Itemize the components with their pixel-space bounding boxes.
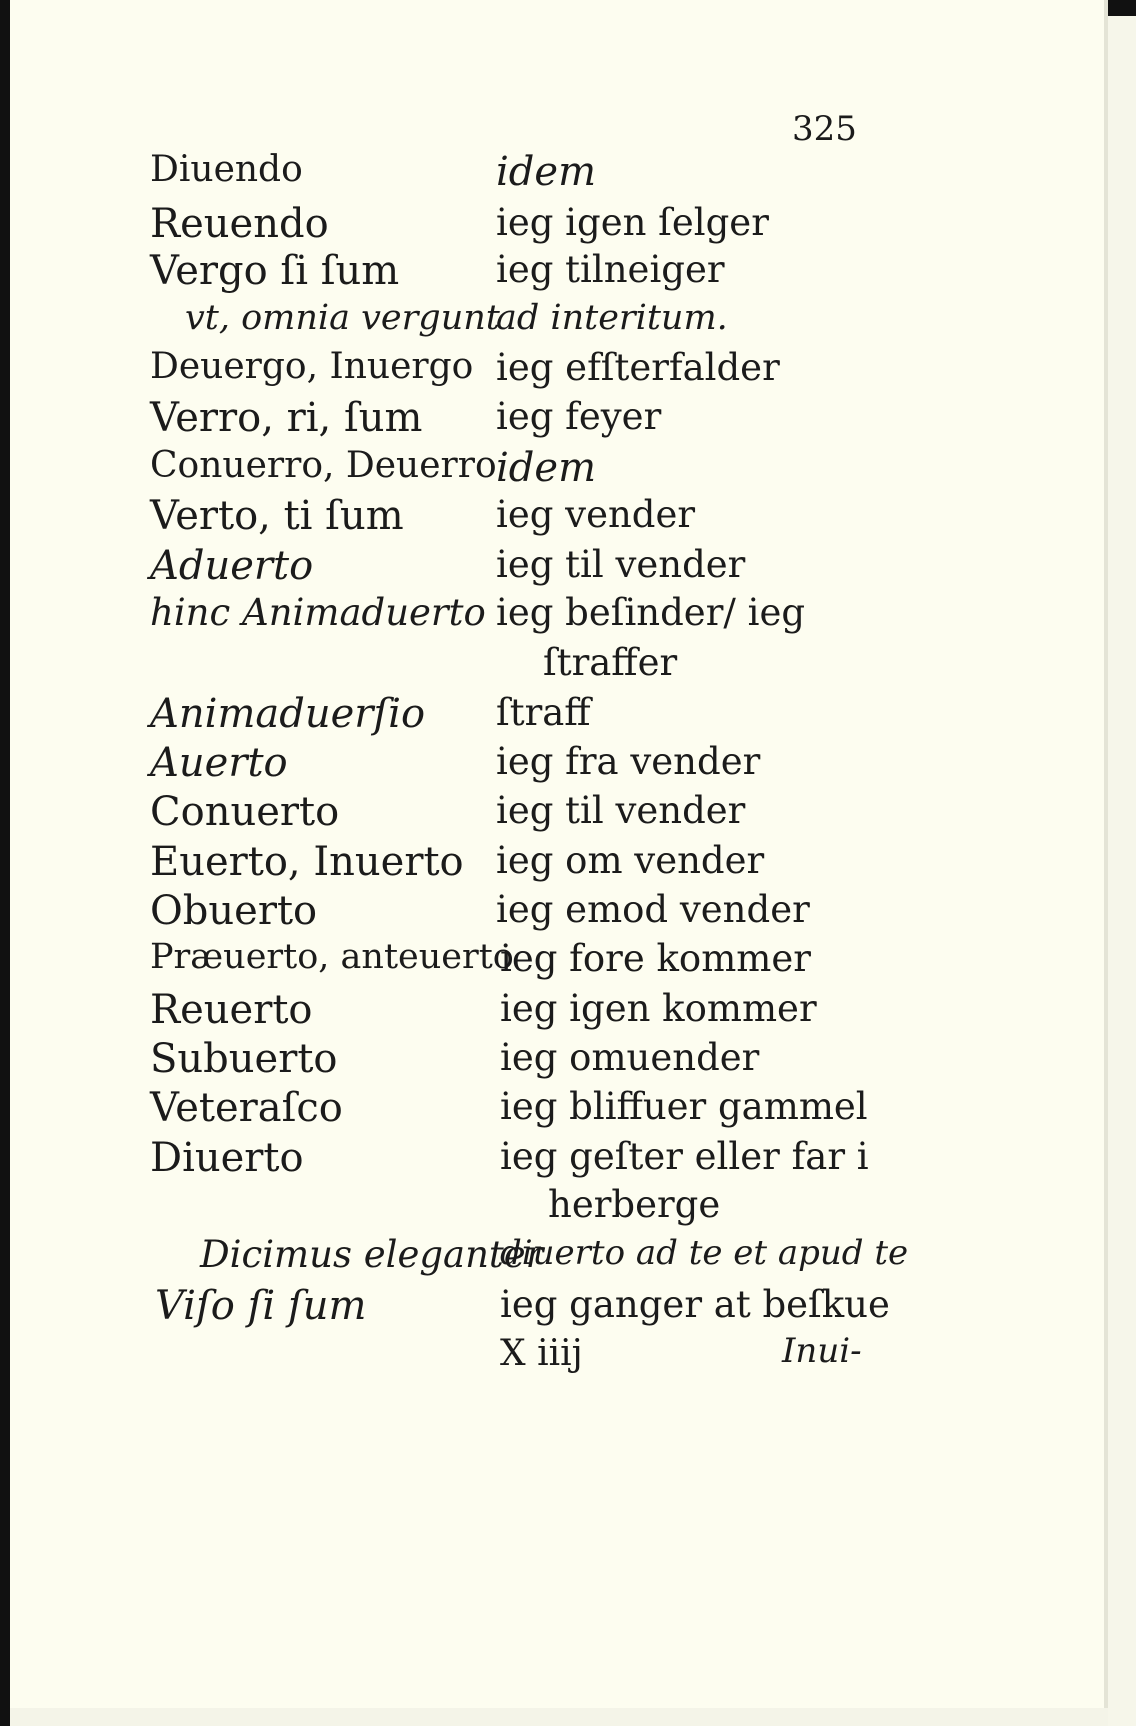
danish-entry: ieg efſterfalder <box>496 346 780 389</box>
danish-entry: ieg beſinder/ ieg <box>496 591 806 634</box>
page-number: 325 <box>792 109 857 149</box>
latin-entry: Aduerto <box>150 543 314 589</box>
latin-entry: vt, omnia vergunt <box>185 298 500 338</box>
scan-border-left <box>0 0 10 1726</box>
danish-entry: ieg omuender <box>500 1036 760 1079</box>
danish-entry: ieg ganger at beſkue <box>500 1283 890 1326</box>
danish-entry: diuerto ad te et apud te <box>500 1233 909 1273</box>
latin-entry: Euerto, Inuerto <box>150 839 464 885</box>
latin-entry: Reuerto <box>150 987 313 1033</box>
danish-entry: idem <box>496 445 596 491</box>
latin-entry: Præuerto, anteuerto <box>150 937 514 977</box>
latin-entry: Verto, ti ſum <box>150 493 404 539</box>
danish-entry: ieg til vender <box>496 543 746 586</box>
latin-entry: Vergo ſi ſum <box>150 248 400 294</box>
latin-entry: Veteraſco <box>150 1085 343 1131</box>
danish-entry: idem <box>496 149 596 195</box>
danish-entry: ieg bliffuer gammel <box>500 1085 868 1128</box>
danish-entry: ieg fore kommer <box>500 937 811 980</box>
latin-entry: Viſo ſi ſum <box>155 1283 367 1329</box>
catchword: Inui- <box>782 1331 862 1371</box>
latin-entry: Auerto <box>150 740 288 786</box>
danish-entry: ieg igen ſelger <box>496 201 769 244</box>
danish-entry: ieg emod vender <box>496 888 810 931</box>
scan-bottom-strip <box>10 1708 1108 1726</box>
latin-entry: Obuerto <box>150 888 318 934</box>
scan-corner-dark <box>1108 0 1136 16</box>
danish-entry: ad interitum. <box>496 298 728 338</box>
latin-entry: Subuerto <box>150 1036 338 1082</box>
danish-entry: ieg vender <box>496 493 696 536</box>
danish-entry: ieg igen kommer <box>500 987 817 1030</box>
danish-entry: ieg fra vender <box>496 740 761 783</box>
latin-entry: Diuerto <box>150 1135 304 1181</box>
danish-entry-continuation: ſtraffer <box>543 641 678 684</box>
danish-entry: ieg feyer <box>496 395 662 438</box>
danish-entry: ieg om vender <box>496 839 765 882</box>
latin-entry: Animaduerſio <box>150 691 426 737</box>
signature-mark: X iiij <box>500 1333 583 1374</box>
latin-entry: Diuendo <box>150 149 303 190</box>
latin-entry: Conuerto <box>150 789 340 835</box>
scan-border-right <box>1108 0 1136 1726</box>
danish-entry: ſtraff <box>496 691 591 734</box>
danish-entry: ieg geſter eller far i <box>500 1135 869 1178</box>
latin-entry: Deuergo, Inuergo <box>150 346 474 387</box>
danish-entry-continuation: herberge <box>548 1183 721 1226</box>
latin-entry: Verro, ri, ſum <box>150 395 423 441</box>
latin-entry: Conuerro, Deuerro <box>150 445 497 486</box>
latin-entry: Reuendo <box>150 201 329 247</box>
latin-entry: hinc Animaduerto <box>150 591 486 634</box>
danish-entry: ieg tilneiger <box>496 248 725 291</box>
danish-entry: ieg til vender <box>496 789 746 832</box>
latin-entry: Dicimus eleganter <box>200 1233 544 1276</box>
